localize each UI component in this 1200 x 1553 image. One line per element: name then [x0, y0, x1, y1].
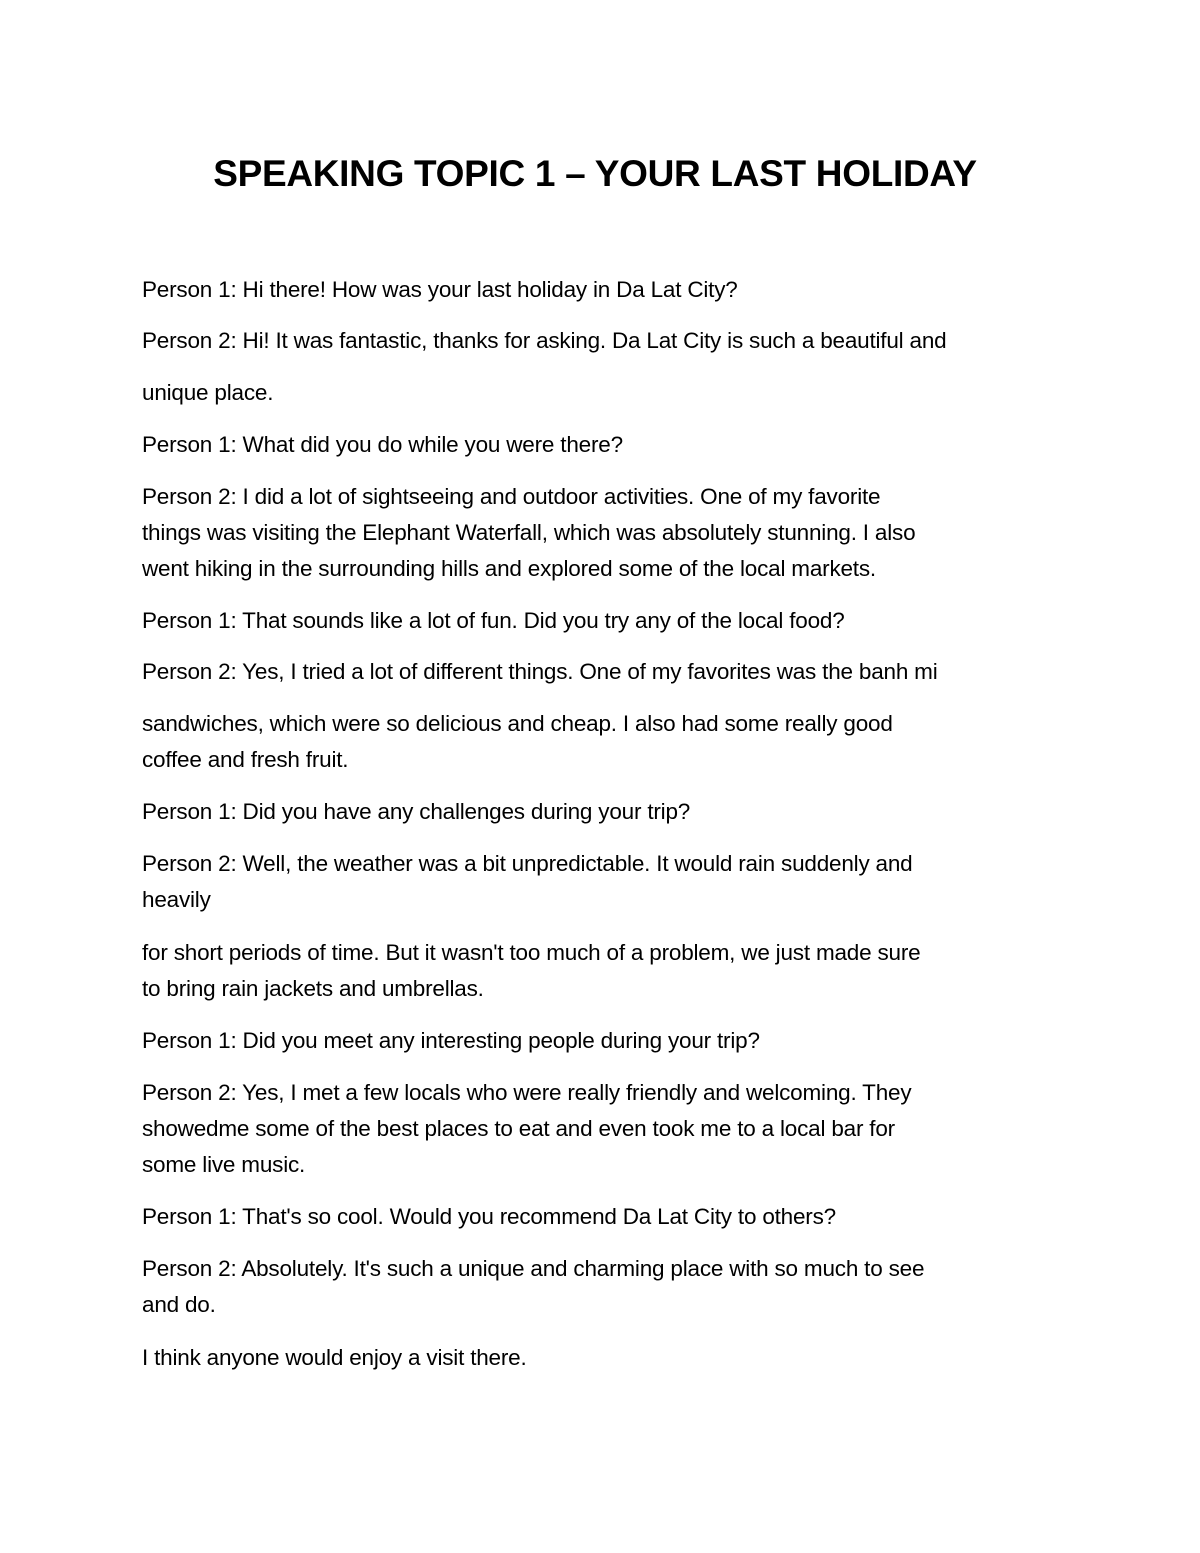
- dialogue-line: Person 1: That sounds like a lot of fun. Did you try any of the local food?: [142, 608, 845, 633]
- dialogue-line: for short periods of time. But it wasn't too much of a problem, we just made sure to bring rain jackets and umbrellas.: [142, 940, 921, 1001]
- dialogue-line: Person 2: Well, the weather was a bit unpredictable. It would rain suddenly and heavily: [142, 851, 913, 912]
- dialogue-line: I think anyone would enjoy a visit there.: [142, 1345, 527, 1370]
- dialogue-line: Person 2: I did a lot of sightseeing and outdoor activities. One of my favorite things was visiting the Elephant Waterfall, which was absolutely stunning. I also went hiking in the surrounding hills and explored some of the local markets.: [142, 484, 916, 581]
- dialogue-line: Person 2: Yes, I met a few locals who were really friendly and welcoming. They showedme some of the best places to eat and even took me to a local bar for some live music.: [142, 1080, 912, 1177]
- dialogue-line: unique place.: [142, 380, 274, 405]
- dialogue-line: sandwiches, which were so delicious and cheap. I also had some really good coffee and fresh fruit.: [142, 711, 893, 772]
- dialogue-line: Person 2: Yes, I tried a lot of different things. One of my favorites was the banh mi: [142, 659, 938, 684]
- dialogue-line: Person 1: Did you have any challenges during your trip?: [142, 799, 691, 824]
- dialogue-line: Person 1: Did you meet any interesting people during your trip?: [142, 1028, 760, 1053]
- dialogue-line: Person 2: Hi! It was fantastic, thanks for asking. Da Lat City is such a beautiful and: [142, 328, 947, 353]
- dialogue-line: Person 1: What did you do while you were there?: [142, 432, 623, 457]
- dialogue-line: Person 2: Absolutely. It's such a unique and charming place with so much to see and do.: [142, 1256, 925, 1317]
- page-title: SPEAKING TOPIC 1 – YOUR LAST HOLIDAY: [213, 153, 977, 194]
- dialogue-line: Person 1: Hi there! How was your last holiday in Da Lat City?: [142, 277, 738, 302]
- dialogue-line: Person 1: That's so cool. Would you recommend Da Lat City to others?: [142, 1204, 836, 1229]
